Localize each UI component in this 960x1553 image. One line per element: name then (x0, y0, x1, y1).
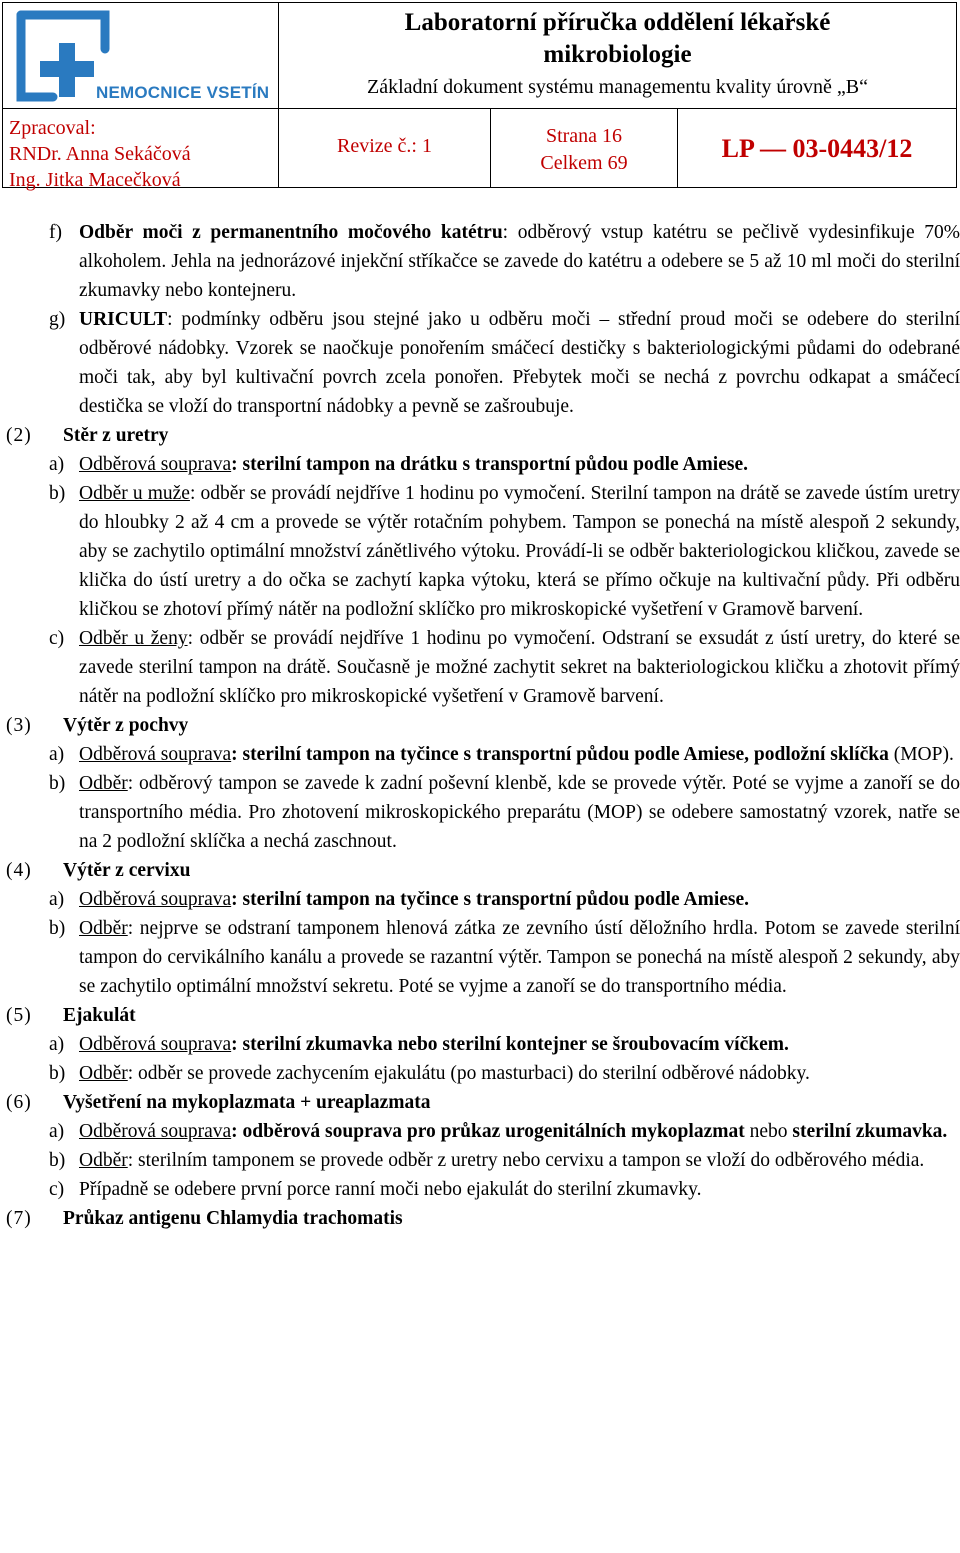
section-5-item-b: b) Odběr: odběr se provede zachycením ejakulátu (po masturbaci) do sterilní odběrové nádobky. (49, 1063, 810, 1084)
section-2-heading: (2) Stěr z uretry (6, 425, 169, 446)
section-5-item-a: a) Odběrová souprava: sterilní zkumavka nebo sterilní kontejner se šroubovacím víčkem. (49, 1034, 789, 1055)
section-6-item-b: b) Odběr: sterilním tamponem se provede odběr z uretry nebo cervixu a tampon se vloží do odběrového média. (49, 1150, 925, 1171)
page-total: Celkem 69 (540, 152, 628, 174)
section-4-heading: (4) Výtěr z cervixu (6, 860, 191, 881)
section-2-item-c: c) Odběr u ženy: odběr se provádí nejdříve 1 hodinu po vymočení. Odstraní se exsudát z ústí uretry, do které se zavede sterilní tampon na drátě. Současně je možné zachytit sekret na bakteriologickou kličku a zhotovit přímý nátěr na podložní sklíčko pro mikroskopické vyšetření v Gramově barvení. (49, 628, 960, 707)
page-number: Strana 16 (545, 125, 623, 147)
section-4-item-a: a) Odběrová souprava: sterilní tampon na tyčince s transportní půdou podle Amiese. (49, 889, 750, 910)
document-title: Laboratorní příručka oddělení lékařské mikrobiologie (404, 9, 831, 68)
section-4-item-b: b) Odběr: nejprve se odstraní tamponem hlenová zátka ze zevního ústí děložního hrdla. Potom se zavede sterilní tampon do cervikálního kanálu a provede se razantní výtěr. Tampon se ponechá na místě alespoň 2 sekundy, aby se zachytilo optimální množství sekretu. Poté se vyjme a zanoří se do transportního média. (49, 918, 960, 997)
author-cell (2, 108, 279, 191)
item-f-heading: Odběr moči z permanentního močového katétru (79, 222, 503, 243)
document-id: LP — 03-0443/12 (721, 134, 913, 163)
section-6-heading: (6) Vyšetření na mykoplazmata + ureaplazmata (6, 1092, 431, 1113)
section-6-item-a: a) Odběrová souprava: odběrová souprava pro průkaz urogenitálních mykoplazmat nebo sterilní zkumavka. (49, 1121, 948, 1142)
document-body (0, 218, 960, 1233)
revision-number: Revize č.: 1 (337, 135, 432, 157)
section-3-item-a: a) Odběrová souprava: sterilní tampon na tyčince s transportní půdou podle Amiese, podložní sklíčka (MOP). (49, 744, 954, 765)
logo-text: NEMOCNICE VSETÍN (96, 83, 270, 102)
doc-id-cell (677, 108, 957, 188)
document-header (2, 2, 957, 191)
item-g: g) URICULT: podmínky odběru jsou stejné jako u odběru moči – střední proud moči se odebere do sterilní odběrové nádobky. Vzorek se naočkuje ponořením smáčecí destičky s bakteriologickými půdami do odebrané moči tak, aby byl kultivační povrch zcela ponořen. Přebytek moči se nechá z povrchu odkapat a smáčecí destička se vloží do transportní nádobky a pevně se zašroubuje. (49, 309, 960, 417)
logo-cell (2, 2, 279, 109)
item-f: f) Odběr moči z permanentního močového katétru: odběrový vstup katétru se pečlivě vydesinfikuje 70% alkoholem. Jehla na jednorázové injekční stříkačce se zavede do katétru a odebere se 5 až 10 ml moči do sterilní zkumavky nebo kontejneru. (49, 222, 960, 301)
section-2-item-b: b) Odběr u muže: odběr se provádí nejdříve 1 hodinu po vymočení. Sterilní tampon na drátě se zavede ústím uretry do hloubky 2 až 4 cm a provede se výtěr rotačním pohybem. Tampon se ponechá na místě alespoň 2 sekundy, aby se zachytilo optimální množství zánětlivého výtoku. Provádí-li se odběr bakteriologickou kličkou, zavede se klička do ústí uretry a do očka se zachytí kapka výtoku, která se přímo očkuje na kultivační půdy. Při odběru kličkou se zhotoví přímý nátěr na podložní sklíčko pro mikroskopické vyšetření v Gramově barvení. (49, 483, 960, 620)
section-7-heading: (7) Průkaz antigenu Chlamydia trachomatis (6, 1208, 403, 1229)
section-3-heading: (3) Výtěr z pochvy (6, 715, 189, 736)
section-2-item-a: a) Odběrová souprava: sterilní tampon na drátku s transportní půdou podle Amiese. (49, 454, 748, 475)
page-cell (490, 108, 678, 188)
section-3-item-b: b) Odběr: odběrový tampon se zavede k zadní poševní klenbě, kde se provede výtěr. Poté se vyjme a zanoří se do transportního média. Pro zhotovení mikroskopického preparátu (MOP) se odebere samostatný vzorek, natře se na 2 podložní sklíčka a nechá zaschnout. (49, 773, 960, 852)
author-label: Zpracoval: (9, 117, 96, 139)
title-cell (278, 2, 957, 109)
author-name-1: RNDr. Anna Sekáčová (9, 143, 191, 165)
section-6-item-c: c) Případně se odebere první porce ranní moči nebo ejakulát do sterilní zkumavky. (49, 1179, 702, 1200)
author-name-2: Ing. Jitka Macečková (9, 169, 181, 191)
section-5-heading: (5) Ejakulát (6, 1005, 136, 1026)
revision-cell (278, 108, 491, 188)
document-subtitle: Základní dokument systému managementu kvality úrovně „B“ (367, 76, 868, 98)
item-g-heading: URICULT (79, 309, 168, 330)
